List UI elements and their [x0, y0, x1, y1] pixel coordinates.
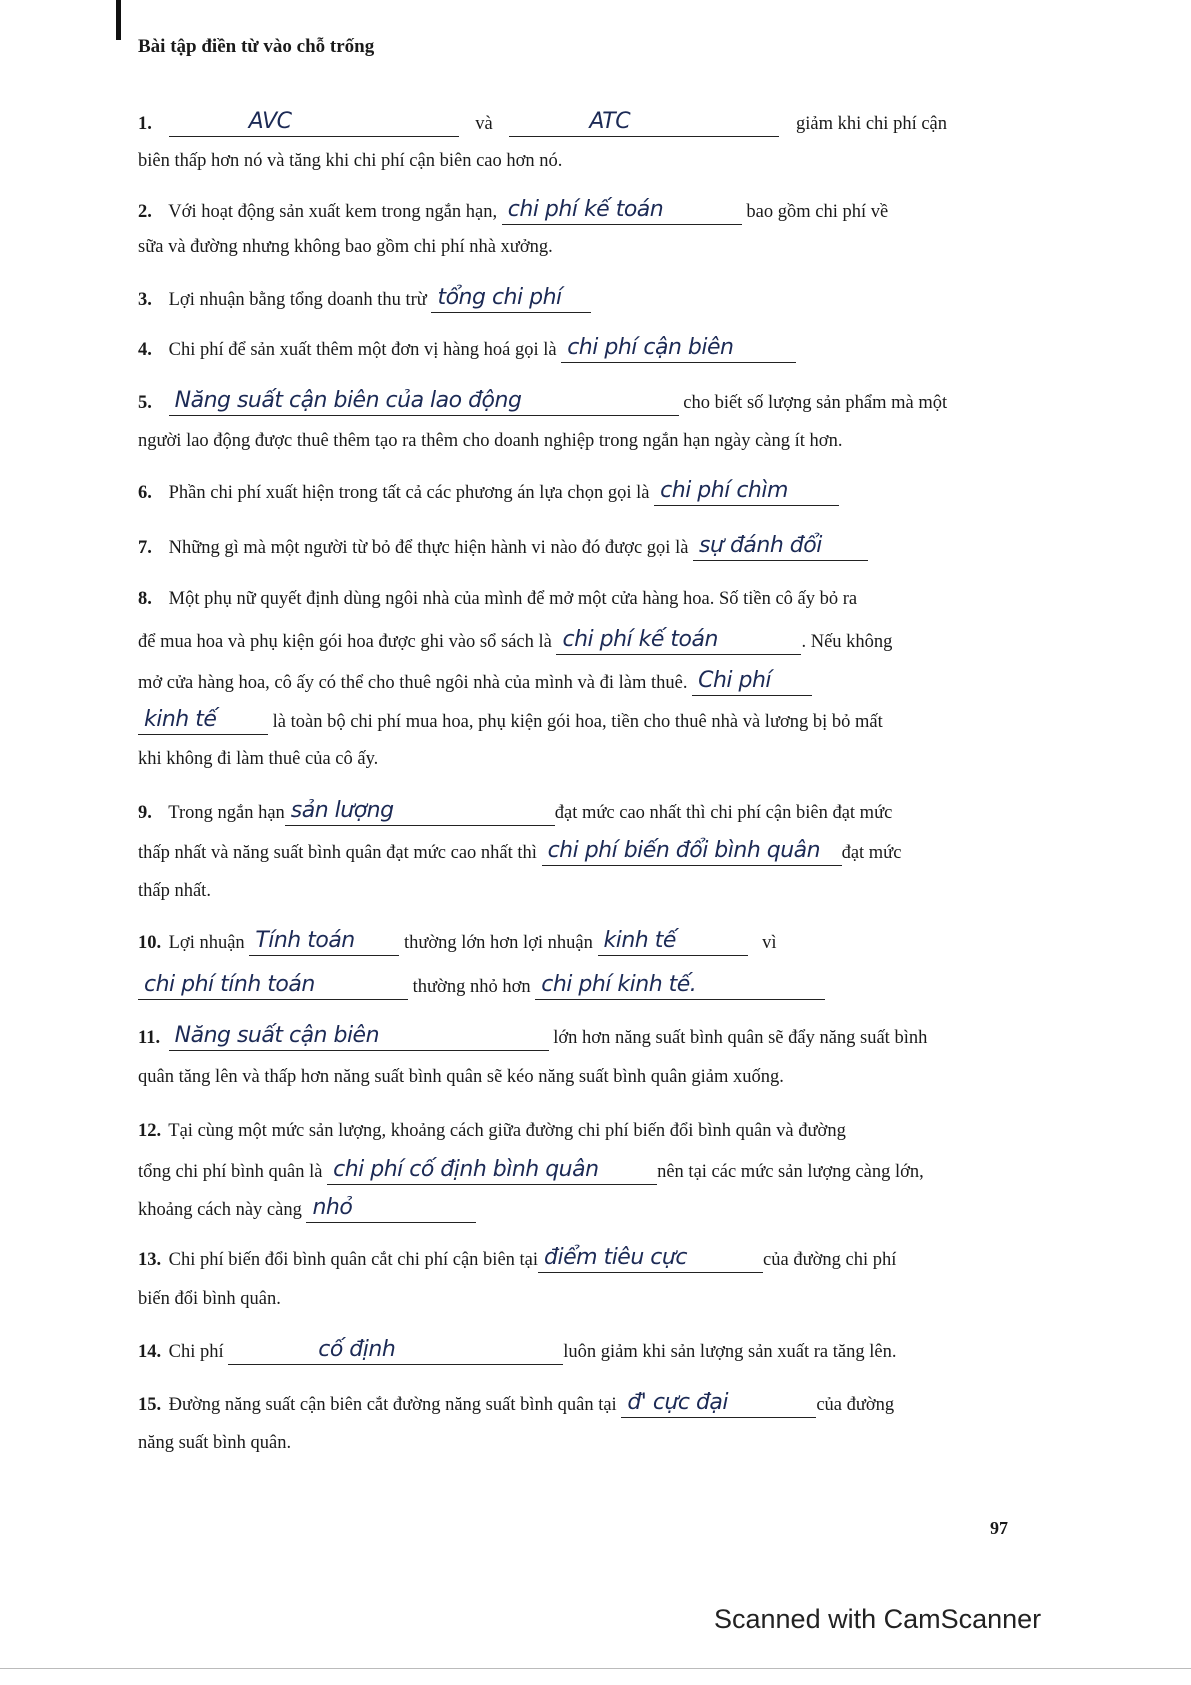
q2-number: 2. [138, 202, 152, 222]
bottom-divider [0, 1668, 1191, 1669]
q9-tail-2: đạt mức [841, 843, 902, 863]
q9-blank-1[interactable] [285, 799, 555, 826]
q10-smaller-than: thường nhỏ hơn [412, 977, 531, 997]
q12-line1 [138, 1118, 1018, 1144]
q10-number: 10. [138, 933, 162, 953]
q11-answer: Năng suất cận biên [174, 1023, 380, 1048]
q9-tail: đạt mức cao nhất thì chi phí cận biên đạt mức [554, 803, 893, 823]
q5-tail: cho biết số lượng sản phẩm mà một [683, 393, 948, 413]
q12-blank-2[interactable] [306, 1196, 476, 1223]
q2-text: Với hoạt động sản xuất kem trong ngắn hạn, [168, 202, 498, 222]
q11-number: 11. [138, 1028, 161, 1048]
q1-blank-2[interactable] [509, 110, 779, 137]
q9-text: Trong ngắn hạn [168, 803, 285, 823]
q15-line1 [138, 1391, 1018, 1418]
q4-answer: chi phí cận biên [567, 335, 734, 360]
q15-line2: năng suất bình quân. [138, 1433, 292, 1453]
q2-answer: chi phí kế toán [507, 197, 664, 222]
q5-number: 5. [138, 393, 152, 413]
q9-line3: thấp nhất. [138, 881, 211, 901]
q9-blank-2[interactable] [542, 839, 842, 866]
q5-line2: người lao động được thuê thêm tạo ra thêm cho doanh nghiệp trong ngắn hạn ngày càng ít hơn. [138, 431, 843, 451]
q12-answer-2: nhỏ [312, 1195, 353, 1220]
q15-answer: đ' cực đại [627, 1390, 729, 1415]
q6-answer: chi phí chìm [660, 478, 788, 503]
q10-blank-3[interactable] [138, 973, 408, 1000]
q13-number: 13. [138, 1250, 162, 1270]
q8-text-3: mở cửa hàng hoa, cô ấy có thể cho thuê ngôi nhà của mình và đi làm thuê. [138, 673, 688, 693]
q13-tail: của đường chi phí [763, 1250, 897, 1270]
q7-answer: sự đánh đổi [699, 533, 822, 558]
q1-and: và [475, 114, 493, 134]
q9-number: 9. [138, 803, 152, 823]
q8-number: 8. [138, 589, 152, 609]
q11-line2: quân tăng lên và thấp hơn năng suất bình quân sẽ kéo năng suất bình quân giảm xuống. [138, 1067, 784, 1087]
q5-line1 [138, 389, 1018, 416]
q10-blank-1[interactable] [249, 929, 399, 956]
q8-tail-2: . Nếu không [801, 632, 893, 652]
q14-answer: cố định [318, 1337, 396, 1362]
q8-blank-2b[interactable] [138, 708, 268, 735]
q10-answer-1: Tính toán [255, 928, 355, 953]
q6-blank[interactable] [654, 479, 839, 506]
q3-blank[interactable] [431, 286, 591, 313]
q15-text: Đường năng suất cận biên cắt đường năng suất bình quân tại [168, 1395, 617, 1415]
q2-line1 [138, 198, 1018, 225]
q6-number: 6. [138, 483, 152, 503]
q12-answer-1: chi phí cố định bình quân [333, 1157, 599, 1182]
q12-text-2: tổng chi phí bình quân là [138, 1162, 323, 1182]
q10-blank-4[interactable] [535, 973, 825, 1000]
q15-tail: của đường [816, 1395, 895, 1415]
q10-line2 [138, 973, 1018, 1000]
q8-text-4: là toàn bộ chi phí mua hoa, phụ kiện gói hoa, tiền cho thuê nhà và lương bị bỏ mất [272, 712, 883, 732]
q15-number: 15. [138, 1395, 162, 1415]
q8-line4 [138, 708, 1018, 735]
q14-tail: luôn giảm khi sản lượng sản xuất ra tăng lên. [563, 1342, 897, 1362]
q8-line1 [138, 586, 1018, 612]
q8-line2 [138, 628, 1018, 655]
q1-line1 [138, 110, 1018, 137]
q12-number: 12. [138, 1121, 162, 1141]
q14-text: Chi phí [168, 1342, 224, 1362]
q8-line3 [138, 669, 1018, 696]
q13-line2: biến đổi bình quân. [138, 1289, 281, 1309]
q13-text: Chi phí biến đổi bình quân cắt chi phí cận biên tại [168, 1250, 539, 1270]
q5-answer: Năng suất cận biên của lao động [174, 388, 522, 413]
q12-text-1: Tại cùng một mức sản lượng, khoảng cách giữa đường chi phí biến đổi bình quân và đường [168, 1121, 846, 1141]
q2-tail: bao gồm chi phí về [746, 202, 889, 222]
q8-blank-2a[interactable] [692, 669, 812, 696]
page-number: 97 [990, 1518, 1008, 1538]
q9-answer-1: sản lượng [290, 798, 394, 823]
q9-line2 [138, 839, 1018, 866]
q2-line2: sữa và đường nhưng không bao gồm chi phí nhà xưởng. [138, 237, 553, 257]
q3-text: Lợi nhuận bằng tổng doanh thu trừ [168, 290, 427, 310]
q5-blank[interactable] [169, 389, 679, 416]
q15-blank[interactable] [621, 1391, 816, 1418]
q10-answer-4: chi phí kinh tế. [541, 972, 697, 997]
scan-edge-mark [116, 0, 121, 40]
q1-number: 1. [138, 114, 152, 134]
q8-blank-1[interactable] [556, 628, 801, 655]
q11-tail: lớn hơn năng suất bình quân sẽ đẩy năng suất bình [553, 1028, 928, 1048]
q4-blank[interactable] [561, 336, 796, 363]
q1-blank-1[interactable] [169, 110, 459, 137]
q10-blank-2[interactable] [598, 929, 748, 956]
q8-answer-2b: kinh tế [144, 707, 217, 732]
q1-line2: biên thấp hơn nó và tăng khi chi phí cận biên cao hơn nó. [138, 151, 563, 171]
q7-text: Những gì mà một người từ bỏ để thực hiện hành vi nào đó được gọi là [168, 538, 689, 558]
q4-number: 4. [138, 340, 152, 360]
q7-line [138, 534, 1018, 561]
q6-line [138, 479, 1018, 506]
q11-blank[interactable] [169, 1024, 549, 1051]
q3-number: 3. [138, 290, 152, 310]
q3-line [138, 286, 1018, 313]
camscanner-watermark: Scanned with CamScanner [714, 1604, 1042, 1634]
q8-answer-2a: Chi phí [698, 668, 772, 693]
q9-answer-2: chi phí biến đổi bình quân [547, 838, 821, 863]
q9-line1 [138, 799, 1018, 826]
q1-tail: giảm khi chi phí cận [795, 114, 948, 134]
q9-text-2: thấp nhất và năng suất bình quân đạt mức cao nhất thì [138, 843, 537, 863]
q8-line5: khi không đi làm thuê của cô ấy. [138, 749, 379, 769]
q1-answer-1: AVC [248, 109, 292, 134]
q8-text-1: Một phụ nữ quyết định dùng ngôi nhà của mình để mở một cửa hàng hoa. Số tiền cô ấy bỏ ra [168, 589, 858, 609]
q14-line [138, 1338, 1018, 1365]
q8-text-2: để mua hoa và phụ kiện gói hoa được ghi vào sổ sách là [138, 632, 552, 652]
q10-answer-2: kinh tế [603, 928, 676, 953]
q7-blank[interactable] [693, 534, 868, 561]
q12-text-3: khoảng cách này càng [138, 1200, 302, 1220]
q11-line1 [138, 1024, 1018, 1051]
q14-blank[interactable] [228, 1338, 563, 1365]
q13-line1 [138, 1246, 1018, 1273]
q13-blank[interactable] [538, 1246, 763, 1273]
q12-line3 [138, 1196, 1018, 1223]
q10-because: vì [762, 933, 777, 953]
q7-number: 7. [138, 538, 152, 558]
q13-answer: điểm tiêu cực [544, 1245, 687, 1270]
q12-line2 [138, 1158, 1018, 1185]
q12-tail-2: nên tại các mức sản lượng càng lớn, [657, 1162, 924, 1182]
q8-answer-1: chi phí kế toán [562, 627, 718, 652]
q6-text: Phần chi phí xuất hiện trong tất cả các phương án lựa chọn gọi là [168, 483, 650, 503]
q3-answer: tổng chi phí [437, 285, 562, 310]
q4-line [138, 336, 1018, 363]
q12-blank-1[interactable] [327, 1158, 657, 1185]
q14-number: 14. [138, 1342, 162, 1362]
q10-answer-3: chi phí tính toán [144, 972, 315, 997]
q1-answer-2: ATC [589, 109, 631, 134]
page-title: Bài tập điền từ vào chỗ trống [138, 36, 375, 57]
q10-middle: thường lớn hơn lợi nhuận [403, 933, 593, 953]
q10-text: Lợi nhuận [168, 933, 245, 953]
q10-line1 [138, 929, 1018, 956]
q2-blank[interactable] [502, 198, 742, 225]
q4-text: Chi phí để sản xuất thêm một đơn vị hàng hoá gọi là [168, 340, 557, 360]
